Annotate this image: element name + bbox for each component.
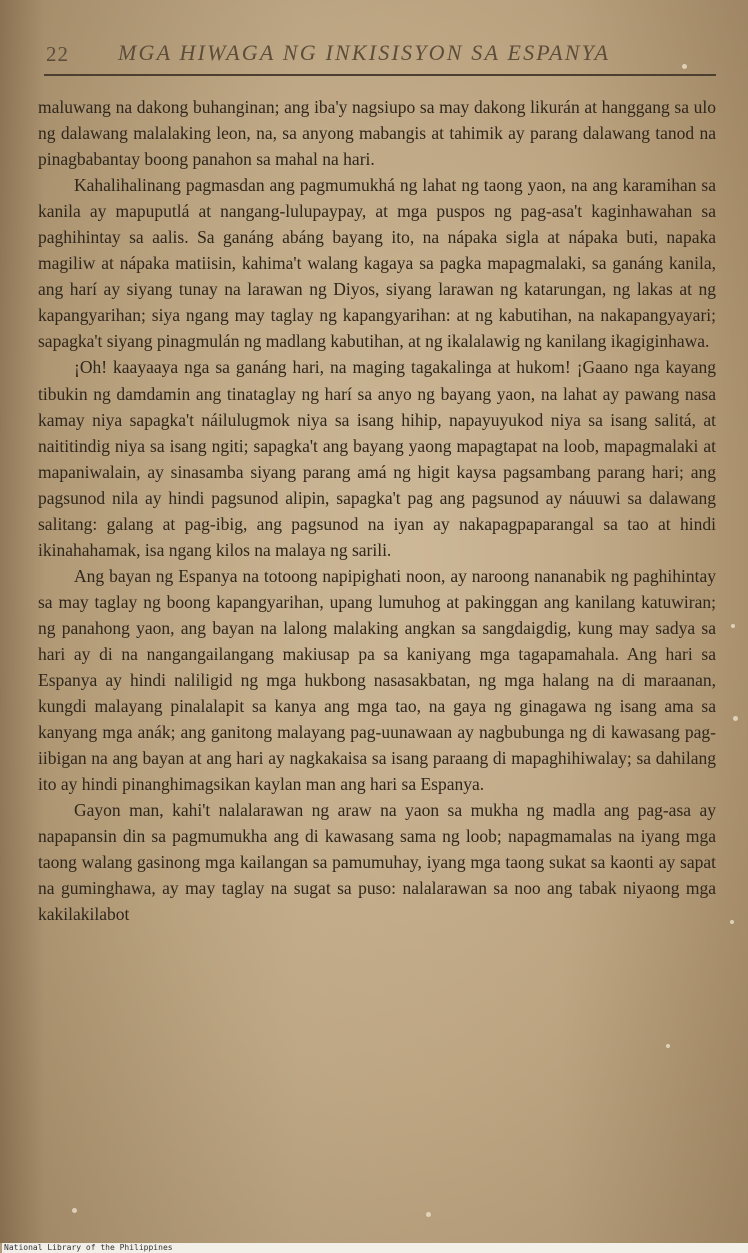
paper-speck (426, 1212, 431, 1217)
paragraph-2: Kahalihalinang pagmasdan ang pagmumukhá ng lahat ng taong yaon, na ang karamihan sa kanila ay mapuputlá at nangang-lulupaypay, at mga puspos ng pag-asa't kaginhawahan sa paghihintay sa aalis. Sa ganáng abáng bayang ito, na nápaka sigla at nápaka buti, napaka magiliw at nápaka matiisin, kahima't walang kagaya sa pagka mapagmalaki, sa ganáng kanila, ang harí ay siyang tunay na larawan ng Diyos, siyang larawan ng katarungan, ng lakas at ng kapangyarihan; siya ngang may taglay ng kapangyarihan: at ng kabutihan, na nakapangyayari; sapagka't siyang pinagmulán ng madlang kabutihan, at ng ikalalawig ng kanilang ikagiginhawa. (38, 175, 716, 352)
library-credit-strip (2, 1243, 748, 1253)
running-title: MGA HIWAGA NG INKISISYON SA ESPANYA (118, 40, 611, 65)
paragraph-5: Gayon man, kahi't nalalarawan ng araw na yaon sa mukha ng madla ang pag-asa ay napapansin din sa pagmumukha ang di kawasang sama ng loob; napagmamalas na iyang mga taong walang gasinong mga kailangan sa pamumuhay, iyang mga taong sukat sa kaonti ay sapat na guminghawa, ay may taglay na sugat sa puso: nalalarawan sa noo ang tabak niyaong mga kakilakilabot (38, 800, 716, 925)
page-header (0, 38, 748, 74)
paper-speck (730, 920, 734, 924)
paragraph-4: Ang bayan ng Espanya na totoong napipighati noon, ay naroong nananabik ng paghihintay sa may taglay ng boong kapangyarihan, upang lumuhog at pakinggan ang kanilang katuwiran; ng panahong yaon, ang bayan na lalong malaking angkan sa sangdaigdig, kung may sadya sa hari ay di na nangangailangang makiusap pa sa kaniyang mga tagapamahala. Ang hari sa Espanya ay hindi naliligid ng mga hukbong nasasakbatan, ng mga halang na di maraanan, kungdi malayang pinalalapit sa kanya ang mga tao, na gaya ng ginagawa ng isang ama sa kanyang mga anák; ang ganitong malayang pag-uunawaan ay nagbubunga ng di kawasang pag-iibigan na ang bayan at ang hari ay nagkakaisa sa isang paraang di mapaghihiwalay; sa dahilang ito ay hindi pinanghimagsikan kaylan man ang hari sa Espanya. (38, 565, 716, 795)
paper-speck (731, 624, 735, 628)
library-credit: National Library of the Philippines (4, 1243, 173, 1252)
paper-speck (733, 716, 738, 721)
paper-speck (682, 64, 687, 69)
paper-speck (72, 1208, 77, 1213)
paragraph-3: ¡Oh! kaayaaya nga sa ganáng hari, na maging tagakalinga at hukom! ¡Gaano nga kayang tibukin ng damdamin ang tinataglay ng harí sa anyo ng bayang yaon, na lahat ay pawang nasa kamay niya sapagka't náilulugmok niya sa isang hihip, napayuyukod niya sa isang salitá, at naititindig niya sa isang ngiti; sapagka't ang bayang yaong mapagtapat na loob, mapagmalaki at mapaniwalain, ay sinasamba siyang parang amá ng higit kaysa pagsambang parang hari; ang pagsunod nila ay hindi pagsunod alipin, sapagka't pag ang pagsunod ay náuuwi sa dalawang salitang: galang at pag-ibig, ang pagsunod na iyan ay nakapagpaparangal sa tao at hindi ikinahahamak, isa ngang kilos na malaya ng sarili. (38, 357, 716, 560)
paragraph-1: maluwang na dakong buhanginan; ang iba'y nagsiupo sa may dakong likurán at hanggang sa ulo ng dalawang malalaking leon, na, sa anyong mabangis at tahimik ay parang dalawang tanod na pinagbabantay boong panahon sa mahal na hari. (38, 97, 716, 170)
header-rule (44, 74, 716, 76)
paper-speck (666, 1044, 670, 1048)
page-number: 22 (46, 42, 69, 66)
body-text (38, 94, 716, 1194)
